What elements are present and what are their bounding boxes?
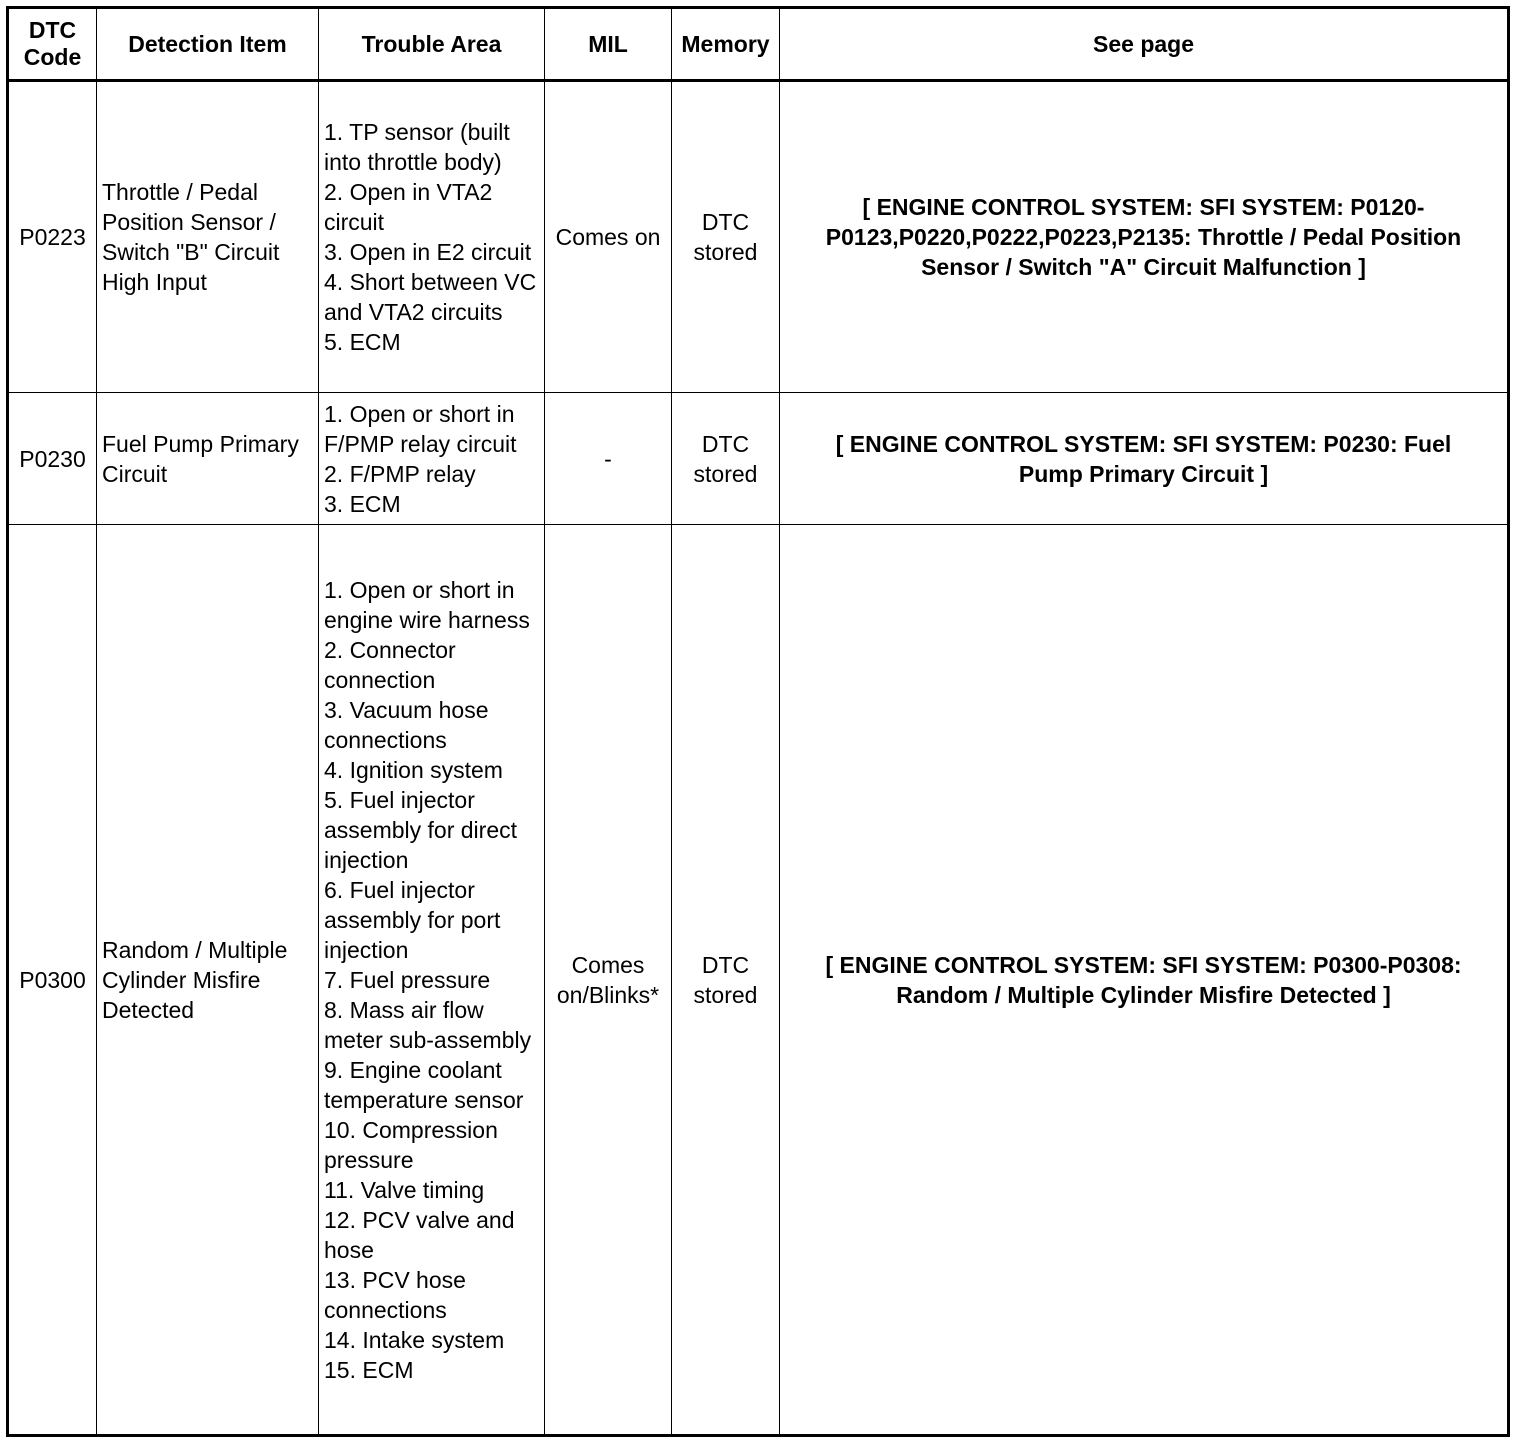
header-trouble-area: Trouble Area	[319, 8, 545, 81]
dtc-table	[6, 6, 1510, 1437]
trouble-area-item: 10. Compression pressure	[324, 1116, 498, 1173]
detection-item-cell: Random / Multiple Cylinder Misfire Detected	[97, 525, 319, 1436]
trouble-area-item: 12. PCV valve and hose	[324, 1206, 515, 1263]
dtc-code-cell: P0223	[8, 81, 97, 393]
trouble-area-item: 9. Engine coolant temperature sensor	[324, 1056, 524, 1113]
trouble-area-item: 1. Open or short in engine wire harness	[324, 576, 530, 633]
mil-cell: Comes on/Blinks*	[545, 525, 672, 1436]
trouble-area-item: 3. Open in E2 circuit	[324, 239, 532, 265]
trouble-area-item: 2. Connector connection	[324, 636, 456, 693]
memory-cell: DTC stored	[672, 81, 780, 393]
table-row	[8, 81, 1509, 393]
header-mil: MIL	[545, 8, 672, 81]
see-page-link[interactable]: [ ENGINE CONTROL SYSTEM: SFI SYSTEM: P0120-P0123,P0220,P0222,P0223,P2135: Throttle / Pedal Position Sensor / Switch "A" Circuit Malfunction ]	[780, 81, 1509, 393]
trouble-area-item: 11. Valve timing	[324, 1176, 485, 1203]
trouble-area-cell	[319, 393, 545, 525]
header-detection-item: Detection Item	[97, 8, 319, 81]
trouble-area-item: 2. Open in VTA2 circuit	[324, 179, 493, 235]
header-memory: Memory	[672, 8, 780, 81]
mil-cell: Comes on	[545, 81, 672, 393]
trouble-area-cell	[319, 81, 545, 393]
trouble-area-item: 1. Open or short in F/PMP relay circuit	[324, 400, 517, 457]
trouble-area-item: 8. Mass air flow meter sub-assembly	[324, 996, 532, 1053]
trouble-area-item: 4. Short between VC and VTA2 circuits	[324, 269, 537, 325]
detection-item-cell: Throttle / Pedal Position Sensor / Switch "B" Circuit High Input	[97, 81, 319, 393]
see-page-link[interactable]: [ ENGINE CONTROL SYSTEM: SFI SYSTEM: P0300-P0308: Random / Multiple Cylinder Misfire Detected ]	[780, 525, 1509, 1436]
trouble-area-cell	[319, 525, 545, 1436]
trouble-area-item: 6. Fuel injector assembly for port injection	[324, 876, 501, 963]
trouble-area-item: 15. ECM	[324, 1356, 414, 1383]
table-header	[8, 8, 1509, 81]
trouble-area-item: 5. ECM	[324, 329, 401, 355]
header-row	[8, 8, 1509, 81]
detection-item-cell: Fuel Pump Primary Circuit	[97, 393, 319, 525]
trouble-area-item: 13. PCV hose connections	[324, 1266, 466, 1323]
dtc-code-cell: P0230	[8, 393, 97, 525]
memory-cell: DTC stored	[672, 393, 780, 525]
trouble-area-item: 3. Vacuum hose connections	[324, 696, 489, 753]
trouble-area-item: 7. Fuel pressure	[324, 966, 491, 993]
memory-cell: DTC stored	[672, 525, 780, 1436]
header-see-page: See page	[780, 8, 1509, 81]
table-row	[8, 393, 1509, 525]
dtc-code-cell: P0300	[8, 525, 97, 1436]
see-page-link[interactable]: [ ENGINE CONTROL SYSTEM: SFI SYSTEM: P0230: Fuel Pump Primary Circuit ]	[780, 393, 1509, 525]
header-dtc-code: DTC Code	[8, 8, 97, 81]
trouble-area-item: 14. Intake system	[324, 1326, 505, 1353]
trouble-area-item: 5. Fuel injector assembly for direct injection	[324, 786, 518, 873]
trouble-area-item: 4. Ignition system	[324, 756, 503, 783]
mil-cell: -	[545, 393, 672, 525]
trouble-area-item: 1. TP sensor (built into throttle body)	[324, 119, 510, 175]
trouble-area-item: 2. F/PMP relay	[324, 460, 476, 487]
trouble-area-item: 3. ECM	[324, 490, 401, 517]
table-row	[8, 525, 1509, 1436]
